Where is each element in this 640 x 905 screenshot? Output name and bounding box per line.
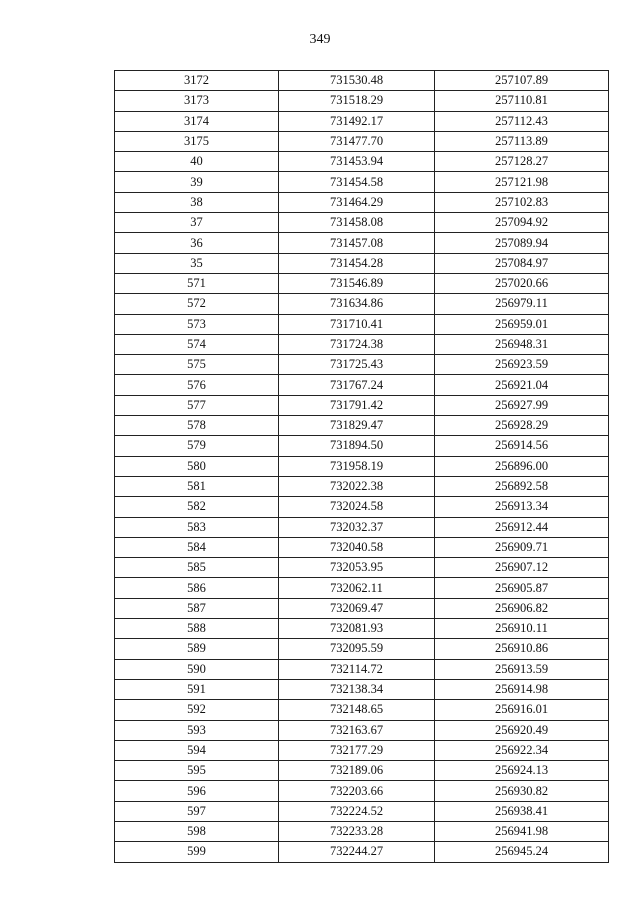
x-coordinate-cell: 732069.47 [279,598,435,618]
y-coordinate-cell: 256905.87 [435,578,609,598]
x-coordinate-cell: 732032.37 [279,517,435,537]
point-number-cell: 599 [115,842,279,862]
x-coordinate-cell: 732189.06 [279,761,435,781]
point-number-cell: 3174 [115,111,279,131]
x-coordinate-cell: 731457.08 [279,233,435,253]
point-number-cell: 40 [115,152,279,172]
table-row [115,558,609,578]
y-coordinate-cell: 256913.34 [435,497,609,517]
point-number-cell: 38 [115,192,279,212]
x-coordinate-cell: 732224.52 [279,801,435,821]
table-row [115,395,609,415]
y-coordinate-cell: 256923.59 [435,355,609,375]
point-number-cell: 3173 [115,91,279,111]
y-coordinate-cell: 256928.29 [435,416,609,436]
y-coordinate-cell: 256907.12 [435,558,609,578]
y-coordinate-cell: 256892.58 [435,476,609,496]
point-number-cell: 597 [115,801,279,821]
x-coordinate-cell: 731791.42 [279,395,435,415]
x-coordinate-cell: 731464.29 [279,192,435,212]
x-coordinate-cell: 731894.50 [279,436,435,456]
point-number-cell: 574 [115,334,279,354]
point-number-cell: 36 [115,233,279,253]
y-coordinate-cell: 256924.13 [435,761,609,781]
table-row [115,91,609,111]
y-coordinate-cell: 256945.24 [435,842,609,862]
table-row [115,253,609,273]
x-coordinate-cell: 732244.27 [279,842,435,862]
y-coordinate-cell: 256916.01 [435,700,609,720]
y-coordinate-cell: 257084.97 [435,253,609,273]
point-number-cell: 579 [115,436,279,456]
point-number-cell: 584 [115,537,279,557]
y-coordinate-cell: 257128.27 [435,152,609,172]
y-coordinate-cell: 256922.34 [435,740,609,760]
x-coordinate-cell: 732138.34 [279,679,435,699]
y-coordinate-cell: 256921.04 [435,375,609,395]
table-row [115,537,609,557]
point-number-cell: 586 [115,578,279,598]
y-coordinate-cell: 257121.98 [435,172,609,192]
table-row [115,111,609,131]
coordinates-table-body [115,71,609,863]
point-number-cell: 572 [115,294,279,314]
y-coordinate-cell: 256979.11 [435,294,609,314]
table-row [115,740,609,760]
x-coordinate-cell: 732022.38 [279,476,435,496]
table-row [115,152,609,172]
x-coordinate-cell: 731454.28 [279,253,435,273]
x-coordinate-cell: 731546.89 [279,273,435,293]
y-coordinate-cell: 256909.71 [435,537,609,557]
y-coordinate-cell: 256927.99 [435,395,609,415]
point-number-cell: 585 [115,558,279,578]
x-coordinate-cell: 731634.86 [279,294,435,314]
x-coordinate-cell: 731724.38 [279,334,435,354]
point-number-cell: 598 [115,821,279,841]
y-coordinate-cell: 256959.01 [435,314,609,334]
point-number-cell: 577 [115,395,279,415]
point-number-cell: 35 [115,253,279,273]
x-coordinate-cell: 731477.70 [279,131,435,151]
point-number-cell: 595 [115,761,279,781]
x-coordinate-cell: 731492.17 [279,111,435,131]
point-number-cell: 575 [115,355,279,375]
x-coordinate-cell: 732177.29 [279,740,435,760]
x-coordinate-cell: 731829.47 [279,416,435,436]
point-number-cell: 593 [115,720,279,740]
table-row [115,456,609,476]
y-coordinate-cell: 256914.98 [435,679,609,699]
table-row [115,416,609,436]
y-coordinate-cell: 256913.59 [435,659,609,679]
y-coordinate-cell: 257089.94 [435,233,609,253]
table-row [115,578,609,598]
y-coordinate-cell: 256941.98 [435,821,609,841]
table-row [115,497,609,517]
x-coordinate-cell: 732203.66 [279,781,435,801]
point-number-cell: 590 [115,659,279,679]
table-row [115,821,609,841]
table-row [115,720,609,740]
table-row [115,172,609,192]
y-coordinate-cell: 256914.56 [435,436,609,456]
table-row [115,659,609,679]
y-coordinate-cell: 257112.43 [435,111,609,131]
point-number-cell: 3175 [115,131,279,151]
point-number-cell: 592 [115,700,279,720]
x-coordinate-cell: 732095.59 [279,639,435,659]
x-coordinate-cell: 731767.24 [279,375,435,395]
y-coordinate-cell: 256920.49 [435,720,609,740]
point-number-cell: 589 [115,639,279,659]
y-coordinate-cell: 257102.83 [435,192,609,212]
x-coordinate-cell: 732040.58 [279,537,435,557]
point-number-cell: 591 [115,679,279,699]
table-row [115,517,609,537]
x-coordinate-cell: 732062.11 [279,578,435,598]
y-coordinate-cell: 256948.31 [435,334,609,354]
point-number-cell: 578 [115,416,279,436]
y-coordinate-cell: 257094.92 [435,213,609,233]
table-row [115,842,609,862]
x-coordinate-cell: 732024.58 [279,497,435,517]
y-coordinate-cell: 256912.44 [435,517,609,537]
table-row [115,294,609,314]
table-row [115,598,609,618]
x-coordinate-cell: 732114.72 [279,659,435,679]
point-number-cell: 576 [115,375,279,395]
table-row [115,619,609,639]
x-coordinate-cell: 732081.93 [279,619,435,639]
table-row [115,761,609,781]
y-coordinate-cell: 256910.11 [435,619,609,639]
x-coordinate-cell: 731458.08 [279,213,435,233]
table-row [115,213,609,233]
table-row [115,436,609,456]
table-row [115,801,609,821]
table-row [115,476,609,496]
y-coordinate-cell: 257107.89 [435,71,609,91]
y-coordinate-cell: 257113.89 [435,131,609,151]
table-row [115,71,609,91]
page-number: 349 [309,32,331,47]
table-row [115,273,609,293]
x-coordinate-cell: 732233.28 [279,821,435,841]
point-number-cell: 582 [115,497,279,517]
x-coordinate-cell: 732148.65 [279,700,435,720]
y-coordinate-cell: 257110.81 [435,91,609,111]
x-coordinate-cell: 731710.41 [279,314,435,334]
table-row [115,679,609,699]
x-coordinate-cell: 731530.48 [279,71,435,91]
y-coordinate-cell: 256938.41 [435,801,609,821]
point-number-cell: 571 [115,273,279,293]
point-number-cell: 587 [115,598,279,618]
point-number-cell: 588 [115,619,279,639]
table-row [115,639,609,659]
table-row [115,192,609,212]
point-number-cell: 573 [115,314,279,334]
x-coordinate-cell: 731454.58 [279,172,435,192]
x-coordinate-cell: 731453.94 [279,152,435,172]
point-number-cell: 596 [115,781,279,801]
y-coordinate-cell: 256906.82 [435,598,609,618]
point-number-cell: 3172 [115,71,279,91]
table-row [115,233,609,253]
point-number-cell: 581 [115,476,279,496]
x-coordinate-cell: 732163.67 [279,720,435,740]
x-coordinate-cell: 731958.19 [279,456,435,476]
x-coordinate-cell: 731725.43 [279,355,435,375]
point-number-cell: 594 [115,740,279,760]
table-row [115,355,609,375]
table-row [115,334,609,354]
point-number-cell: 583 [115,517,279,537]
table-row [115,700,609,720]
x-coordinate-cell: 732053.95 [279,558,435,578]
table-row [115,781,609,801]
y-coordinate-cell: 256910.86 [435,639,609,659]
x-coordinate-cell: 731518.29 [279,91,435,111]
point-number-cell: 580 [115,456,279,476]
y-coordinate-cell: 257020.66 [435,273,609,293]
table-row [115,314,609,334]
y-coordinate-cell: 256930.82 [435,781,609,801]
table-row [115,375,609,395]
point-number-cell: 39 [115,172,279,192]
y-coordinate-cell: 256896.00 [435,456,609,476]
coordinates-table [114,70,609,863]
point-number-cell: 37 [115,213,279,233]
table-row [115,131,609,151]
